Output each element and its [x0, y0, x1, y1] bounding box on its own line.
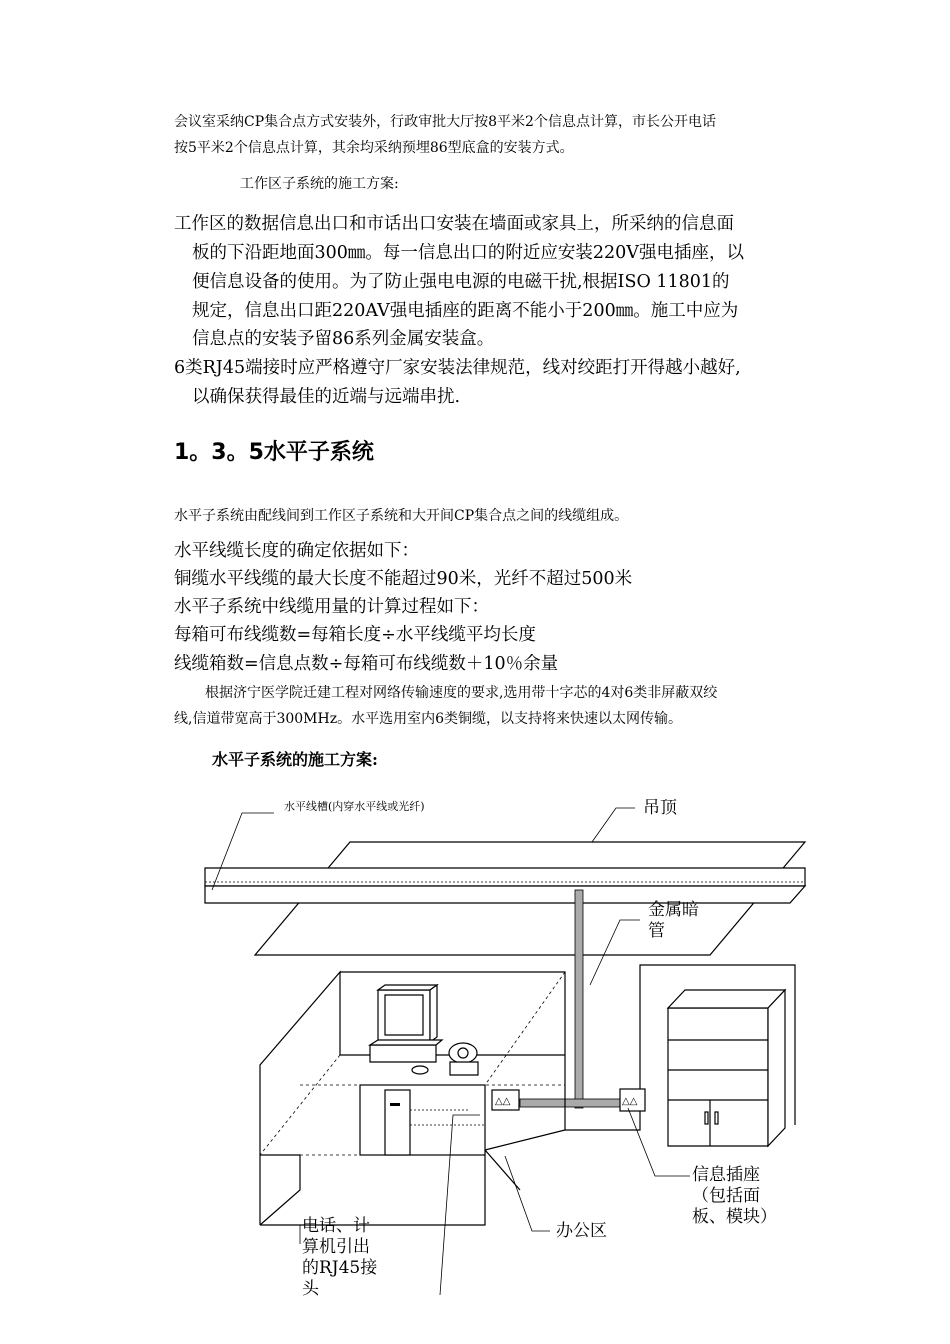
rj45-label-line-1: 电话、计 [302, 1216, 370, 1236]
rj45-label-line-3: 的RJ45接 [302, 1258, 378, 1278]
svg-text:△△: △△ [622, 1096, 638, 1107]
metal-conduit [520, 890, 620, 1108]
section-line-4: 每箱可布线缆数=每箱长度÷水平线缆平均长度 [174, 625, 536, 645]
work-area-para1-line1: 工作区的数据信息出口和市话出口安装在墙面或家具上，所采纳的信息面 [174, 214, 734, 234]
rj45-label-line-4: 头 [302, 1279, 319, 1299]
outlet-label [692, 1165, 777, 1228]
svg-text:△△: △△ [495, 1096, 511, 1107]
conduit-label-line-2: 管 [648, 921, 665, 941]
office-label: 办公区 [556, 1221, 607, 1241]
outlet-label-line-3: 板、模块） [692, 1207, 777, 1227]
work-area-title: 工作区子系统的施工方案: [240, 176, 399, 192]
section-description: 水平子系统由配线间到工作区子系统和大开间CP集合点之间的线缆组成。 [174, 508, 629, 524]
rj45-label [302, 1216, 377, 1300]
wall-outlet-wall [620, 1089, 645, 1111]
horizontal-subsystem-diagram [0, 780, 950, 1340]
work-area-para1-line2: 板的下沿距地面300㎜。每一信息出口的附近应安装220V强电插座，以 [192, 243, 744, 263]
section-note-2: 线,信道带宽高于300MHz。水平选用室内6类铜缆，以支持将来快速以太网传输。 [174, 711, 682, 727]
section-line-3: 水平子系统中线缆用量的计算过程如下： [174, 597, 489, 617]
work-area-para1-line4: 规定，信息出口距220AV强电插座的距离不能小于200㎜。施工中应为 [192, 301, 739, 321]
desk [360, 1085, 485, 1155]
conduit-label-line-1: 金属暗 [648, 900, 699, 920]
intro-line-1: 会议室采纳CP集合点方式安装外，行政审批大厅按8平米2个信息点计算，市长公开电话 [174, 114, 716, 130]
outlet-label-line-2: （包括面 [692, 1186, 760, 1206]
telephone [449, 1043, 478, 1075]
cable-tray [205, 868, 805, 903]
section-line-5: 线缆箱数=信息点数÷每箱可布线缆数＋10％余量 [174, 654, 559, 674]
outlet-label-line-1: 信息插座 [692, 1165, 760, 1185]
wall-outlet-desk [492, 1090, 519, 1110]
section-note-1: 根据济宁医学院迁建工程对网络传输速度的要求,选用带十字芯的4对6类非屏蔽双绞 [205, 685, 718, 701]
work-area-para2-line1: 6类RJ45端接时应严格遵守厂家安装法律规范，线对绞距打开得越小越好, [174, 358, 741, 378]
work-area-para2-line2: 以确保获得最佳的近端与远端串扰. [192, 387, 461, 407]
bookcase [668, 990, 785, 1146]
section-heading: 1。3。5水平子系统 [174, 440, 374, 465]
intro-line-2: 按5平米2个信息点计算，其余均采纳预埋86型底盒的安装方式。 [174, 140, 574, 156]
tray-label: 水平线槽(内穿水平线或光纤) [284, 800, 425, 813]
computer-monitor [370, 985, 442, 1074]
rj45-label-line-2: 算机引出 [302, 1237, 370, 1257]
work-area-para1-line3: 便信息设备的使用。为了防止强电电源的电磁干扰,根据ISO 11801的 [192, 272, 730, 292]
section-line-1: 水平线缆长度的确定依据如下： [174, 541, 419, 561]
conduit-label [648, 900, 699, 942]
plan-title: 水平子系统的施工方案: [212, 750, 378, 769]
section-line-2: 铜缆水平线缆的最大长度不能超过90米，光纤不超过500米 [174, 569, 633, 589]
work-area-para1-line5: 信息点的安装予留86系列金属安装盒。 [192, 329, 495, 349]
ceiling-label: 吊顶 [643, 798, 677, 818]
